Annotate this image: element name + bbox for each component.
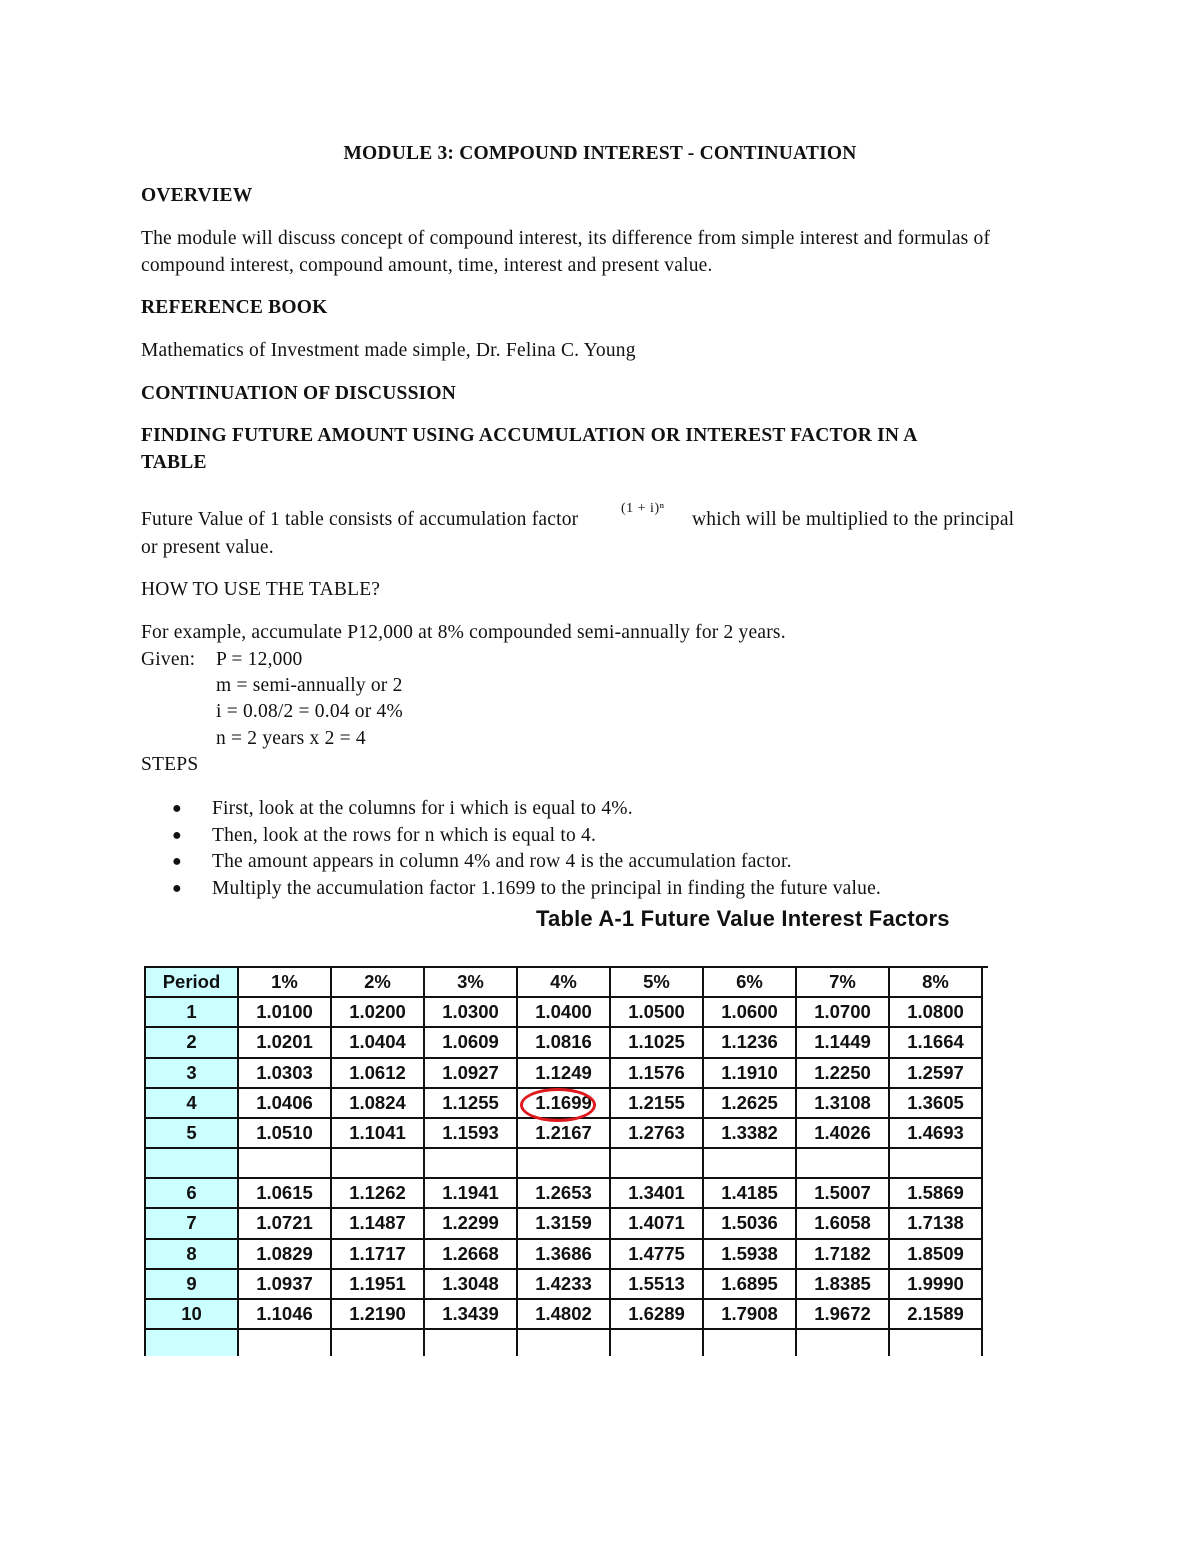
factor-cell: 1.2299	[424, 1208, 517, 1238]
table-blank-cell	[146, 1148, 238, 1178]
table-row	[146, 1208, 982, 1238]
finding-text-before: Future Value of 1 table consists of accumulation factor	[141, 509, 579, 530]
factor-cell: 1.2155	[610, 1088, 703, 1118]
step-item: ● The amount appears in column 4% and row 4 is the accumulation factor.	[172, 849, 881, 876]
factor-cell: 1.3401	[610, 1178, 703, 1208]
howto-heading: HOW TO USE THE TABLE?	[141, 579, 381, 600]
factor-cell: 1.8509	[889, 1239, 982, 1269]
factor-cell: 1.4775	[610, 1239, 703, 1269]
factor-cell: 1.0937	[238, 1269, 331, 1299]
factor-cell: 1.0824	[331, 1088, 424, 1118]
table-row	[146, 1178, 982, 1208]
factor-cell: 1.1593	[424, 1118, 517, 1148]
period-cell: 8	[146, 1239, 238, 1269]
factor-cell: 1.0721	[238, 1208, 331, 1238]
table-blank-cell	[331, 1329, 424, 1356]
period-cell: 6	[146, 1178, 238, 1208]
factor-cell: 1.4185	[703, 1178, 796, 1208]
factor-cell: 1.0100	[238, 997, 331, 1027]
period-cell: 3	[146, 1058, 238, 1088]
step-item: ● Then, look at the rows for n which is equal to 4.	[172, 823, 881, 850]
factor-cell: 1.7182	[796, 1239, 889, 1269]
future-value-table-grid	[146, 968, 983, 1356]
factor-cell: 1.0404	[331, 1027, 424, 1057]
factor-cell: 1.1046	[238, 1299, 331, 1329]
factor-cell: 1.3108	[796, 1088, 889, 1118]
bullet-icon: ●	[172, 853, 182, 870]
factor-cell: 1.1664	[889, 1027, 982, 1057]
factor-cell: 1.0406	[238, 1088, 331, 1118]
factor-cell: 1.4693	[889, 1118, 982, 1148]
table-blank-cell	[238, 1329, 331, 1356]
table-blank-cell	[889, 1329, 982, 1356]
factor-cell: 1.3605	[889, 1088, 982, 1118]
table-row	[146, 1118, 982, 1148]
factor-cell: 1.0303	[238, 1058, 331, 1088]
header-rate: 1%	[238, 968, 331, 997]
factor-cell: 1.1941	[424, 1178, 517, 1208]
factor-cell: 2.1589	[889, 1299, 982, 1329]
factor-cell: 1.1025	[610, 1027, 703, 1057]
factor-cell: 1.4026	[796, 1118, 889, 1148]
table-blank-cell	[703, 1329, 796, 1356]
header-rate: 7%	[796, 968, 889, 997]
factor-cell: 1.7138	[889, 1208, 982, 1238]
table-row	[146, 997, 982, 1027]
factor-cell: 1.0201	[238, 1027, 331, 1057]
bullet-icon: ●	[172, 800, 182, 817]
table-row	[146, 1088, 982, 1118]
steps-list	[172, 796, 881, 902]
factor-cell: 1.2190	[331, 1299, 424, 1329]
step-item: ● First, look at the columns for i which is equal to 4%.	[172, 796, 881, 823]
steps-heading: STEPS	[141, 754, 199, 775]
factor-cell: 1.3382	[703, 1118, 796, 1148]
factor-cell: 1.1041	[331, 1118, 424, 1148]
factor-cell: 1.2597	[889, 1058, 982, 1088]
factor-cell: 1.0500	[610, 997, 703, 1027]
factor-cell: 1.3048	[424, 1269, 517, 1299]
factor-cell: 1.5007	[796, 1178, 889, 1208]
factor-cell: 1.2763	[610, 1118, 703, 1148]
factor-cell: 1.9672	[796, 1299, 889, 1329]
table-title: Table A-1 Future Value Interest Factors	[536, 906, 950, 931]
table-blank-cell	[146, 1329, 238, 1356]
factor-cell: 1.0829	[238, 1239, 331, 1269]
given-i: i = 0.08/2 = 0.04 or 4%	[216, 701, 403, 722]
factor-cell: 1.0615	[238, 1178, 331, 1208]
table-row	[146, 1239, 982, 1269]
table-blank-cell	[517, 1329, 610, 1356]
factor-cell: 1.6895	[703, 1269, 796, 1299]
header-rate: 4%	[517, 968, 610, 997]
factor-cell: 1.5869	[889, 1178, 982, 1208]
factor-cell: 1.5036	[703, 1208, 796, 1238]
table-row	[146, 1299, 982, 1329]
factor-cell: 1.1717	[331, 1239, 424, 1269]
table-header-row	[146, 968, 982, 997]
factor-cell: 1.1255	[424, 1088, 517, 1118]
factor-cell: 1.0400	[517, 997, 610, 1027]
factor-cell: 1.3159	[517, 1208, 610, 1238]
table-blank-cell	[238, 1148, 331, 1178]
table-blank-cell	[517, 1148, 610, 1178]
factor-cell: 1.5513	[610, 1269, 703, 1299]
factor-cell: 1.8385	[796, 1269, 889, 1299]
factor-cell: 1.6058	[796, 1208, 889, 1238]
factor-cell: 1.1910	[703, 1058, 796, 1088]
header-rate: 6%	[703, 968, 796, 997]
factor-cell: 1.3439	[424, 1299, 517, 1329]
reference-heading: REFERENCE BOOK	[141, 297, 328, 318]
continuation-heading: CONTINUATION OF DISCUSSION	[141, 383, 457, 404]
bullet-icon: ●	[172, 826, 182, 844]
factor-cell: 1.0300	[424, 997, 517, 1027]
step-item: ● Multiply the accumulation factor 1.1699 to the principal in finding the future value.	[172, 876, 881, 903]
factor-cell: 1.1449	[796, 1027, 889, 1057]
accumulation-factor-formula: (1 + i)ⁿ	[621, 501, 665, 516]
factor-cell: 1.0800	[889, 997, 982, 1027]
table-blank-cell	[424, 1329, 517, 1356]
factor-cell: 1.4802	[517, 1299, 610, 1329]
header-rate: 5%	[610, 968, 703, 997]
period-cell: 10	[146, 1299, 238, 1329]
factor-cell: 1.4233	[517, 1269, 610, 1299]
given-p: P = 12,000	[216, 649, 303, 670]
table-blank-cell	[424, 1148, 517, 1178]
overview-line-1: The module will discuss concept of compound interest, its difference from simple interest and formulas of	[141, 228, 991, 249]
factor-cell: 1.2625	[703, 1088, 796, 1118]
factor-cell: 1.2167	[517, 1118, 610, 1148]
table-blank-cell	[331, 1148, 424, 1178]
factor-cell: 1.1236	[703, 1027, 796, 1057]
factor-cell: 1.2668	[424, 1239, 517, 1269]
factor-cell: 1.1576	[610, 1058, 703, 1088]
bullet-icon: ●	[172, 879, 182, 897]
factor-cell: 1.1262	[331, 1178, 424, 1208]
table-row	[146, 1269, 982, 1299]
finding-line-2: or present value.	[141, 537, 274, 558]
factor-cell: 1.3686	[517, 1239, 610, 1269]
given-label: Given:	[141, 649, 196, 670]
given-n: n = 2 years x 2 = 4	[216, 728, 366, 749]
factor-cell: 1.6289	[610, 1299, 703, 1329]
factor-cell: 1.9990	[889, 1269, 982, 1299]
table-blank-cell	[889, 1148, 982, 1178]
factor-cell: 1.0612	[331, 1058, 424, 1088]
factor-cell: 1.4071	[610, 1208, 703, 1238]
table-blank-cell	[796, 1148, 889, 1178]
period-cell: 1	[146, 997, 238, 1027]
factor-cell: 1.0200	[331, 997, 424, 1027]
header-rate: 3%	[424, 968, 517, 997]
overview-heading: OVERVIEW	[141, 185, 253, 206]
factor-cell: 1.7908	[703, 1299, 796, 1329]
table-blank-cell	[610, 1329, 703, 1356]
finding-heading-line-2: TABLE	[141, 452, 207, 473]
factor-cell: 1.2653	[517, 1178, 610, 1208]
period-cell: 4	[146, 1088, 238, 1118]
factor-cell: 1.1487	[331, 1208, 424, 1238]
table-row	[146, 1027, 982, 1057]
header-rate: 8%	[889, 968, 982, 997]
factor-cell: 1.0510	[238, 1118, 331, 1148]
table-blank-cell	[796, 1329, 889, 1356]
table-blank-cell	[610, 1148, 703, 1178]
period-cell: 2	[146, 1027, 238, 1057]
table-row	[146, 1058, 982, 1088]
factor-cell: 1.1951	[331, 1269, 424, 1299]
period-cell: 5	[146, 1118, 238, 1148]
example-intro: For example, accumulate P12,000 at 8% compounded semi-annually for 2 years.	[141, 622, 786, 643]
factor-cell: 1.2250	[796, 1058, 889, 1088]
header-period: Period	[146, 968, 238, 997]
reference-text: Mathematics of Investment made simple, Dr. Felina C. Young	[141, 340, 636, 361]
factor-cell: 1.5938	[703, 1239, 796, 1269]
table-blank-cell	[703, 1148, 796, 1178]
overview-line-2: compound interest, compound amount, time, interest and present value.	[141, 255, 713, 276]
table-blank-row	[146, 1329, 982, 1356]
factor-cell: 1.0816	[517, 1027, 610, 1057]
factor-cell: 1.0927	[424, 1058, 517, 1088]
factor-cell: 1.1249	[517, 1058, 610, 1088]
module-title: MODULE 3: COMPOUND INTEREST - CONTINUATION	[343, 143, 857, 164]
factor-cell: 1.0609	[424, 1027, 517, 1057]
period-cell: 9	[146, 1269, 238, 1299]
header-rate: 2%	[331, 968, 424, 997]
factor-cell: 1.1699	[517, 1088, 610, 1118]
finding-text-after: which will be multiplied to the principal	[692, 509, 1015, 530]
future-value-table	[144, 966, 988, 1356]
table-blank-row	[146, 1148, 982, 1178]
finding-heading-line-1: FINDING FUTURE AMOUNT USING ACCUMULATION OR INTEREST FACTOR IN A	[141, 425, 918, 446]
given-m: m = semi-annually or 2	[216, 675, 403, 696]
factor-cell: 1.0600	[703, 997, 796, 1027]
period-cell: 7	[146, 1208, 238, 1238]
factor-cell: 1.0700	[796, 997, 889, 1027]
